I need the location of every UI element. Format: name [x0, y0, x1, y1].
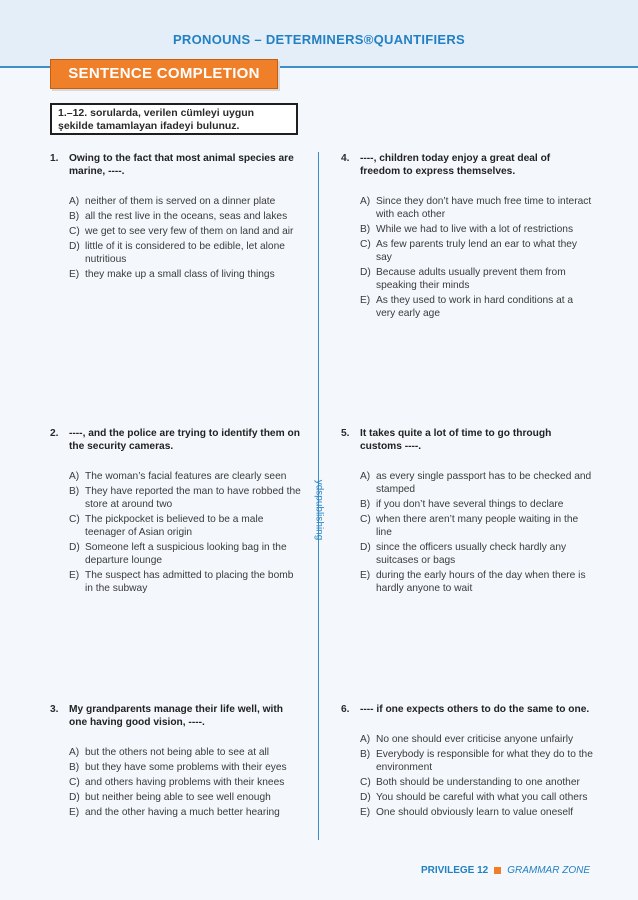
square-icon — [494, 867, 501, 874]
question-stem: ----, and the police are trying to identify them on the security cameras. — [69, 428, 300, 452]
option-c[interactable]: C) The pickpocket is believed to be a male teenager of Asian origin — [69, 514, 264, 538]
option-e[interactable]: E) As they used to work in hard conditions at a very early age — [360, 295, 574, 319]
question-5 — [341, 427, 593, 597]
section-title: SENTENCE COMPLETION — [50, 59, 278, 89]
question-3 — [50, 703, 302, 821]
option-b[interactable]: B) all the rest live in the oceans, seas and lakes — [69, 211, 288, 222]
option-d[interactable]: D) since the officers usually check hardly any suitcases or bags — [360, 542, 567, 566]
instruction-box: 1.–12. sorularda, verilen cümleyi uygun şekilde tamamlayan ifadeyi bulunuz. — [50, 103, 298, 135]
option-a[interactable]: A) Since they don’t have much free time to interact with each other — [360, 196, 592, 220]
option-e[interactable]: E) and the other having a much better hearing — [69, 807, 280, 818]
question-1 — [50, 152, 302, 283]
option-e[interactable]: E) during the early hours of the day when there is hardly anyone to wait — [360, 570, 586, 594]
option-b[interactable]: B) if you don’t have several things to declare — [360, 499, 564, 510]
option-a[interactable]: A) The woman’s facial features are clearly seen — [69, 471, 287, 482]
question-number: 4. — [341, 153, 350, 164]
question-number: 3. — [50, 704, 59, 715]
option-d[interactable]: D) little of it is considered to be edible, let alone nutritious — [69, 241, 285, 265]
option-a[interactable]: A) No one should ever criticise anyone unfairly — [360, 734, 574, 745]
option-c[interactable]: C) when there aren’t many people waiting in the line — [360, 514, 579, 538]
option-e[interactable]: E) One should obviously learn to value oneself — [360, 807, 574, 818]
option-b[interactable]: B) but they have some problems with their eyes — [69, 762, 287, 773]
options-list — [360, 733, 593, 819]
option-c[interactable]: C) we get to see very few of them on land and air — [69, 226, 294, 237]
header-band — [0, 0, 638, 68]
question-stem: It takes quite a lot of time to go through customs ----. — [360, 428, 552, 452]
option-d[interactable]: D) You should be careful with what you call others — [360, 792, 588, 803]
option-b[interactable]: B) They have reported the man to have robbed the store at around two — [69, 486, 301, 510]
option-a[interactable]: A) but the others not being able to see at all — [69, 747, 270, 758]
question-stem: My grandparents manage their life well, with one having good vision, ----. — [69, 704, 283, 728]
options-list — [360, 470, 593, 595]
question-2 — [50, 427, 302, 597]
question-6 — [341, 703, 593, 821]
option-e[interactable]: E) The suspect has admitted to placing the bomb in the subway — [69, 570, 294, 594]
options-list — [360, 195, 593, 320]
option-d[interactable]: D) Because adults usually prevent them from speaking their minds — [360, 267, 566, 291]
question-stem: ----, children today enjoy a great deal of freedom to express themselves. — [360, 153, 551, 177]
question-4 — [341, 152, 593, 322]
question-number: 6. — [341, 704, 350, 715]
option-b[interactable]: B) While we had to live with a lot of restrictions — [360, 224, 574, 235]
option-e[interactable]: E) they make up a small class of living things — [69, 269, 275, 280]
footer-tag: GRAMMAR ZONE — [507, 865, 590, 876]
option-c[interactable]: C) Both should be understanding to one another — [360, 777, 580, 788]
option-b[interactable]: B) Everybody is responsible for what they do to the environment — [360, 749, 593, 773]
option-c[interactable]: C) As few parents truly lend an ear to what they say — [360, 239, 578, 263]
options-list — [69, 470, 302, 595]
option-c[interactable]: C) and others having problems with their knees — [69, 777, 285, 788]
question-stem: ---- if one expects others to do the same to one. — [360, 704, 590, 715]
option-d[interactable]: D) but neither being able to see well enough — [69, 792, 271, 803]
question-number: 5. — [341, 428, 350, 439]
option-a[interactable]: A) as every single passport has to be checked and stamped — [360, 471, 592, 495]
footer-brand: PRIVILEGE 12 — [420, 865, 489, 876]
question-number: 2. — [50, 428, 59, 439]
footer — [421, 865, 590, 876]
vertical-brand — [308, 465, 330, 555]
option-a[interactable]: A) neither of them is served on a dinner plate — [69, 196, 276, 207]
options-list — [69, 195, 302, 281]
vertical-brand-text: ydspublishing — [313, 479, 325, 541]
options-list — [69, 746, 302, 819]
question-stem: Owing to the fact that most animal species are marine, ----. — [69, 153, 294, 177]
option-d[interactable]: D) Someone left a suspicious looking bag in the departure lounge — [69, 542, 287, 566]
page-title: PRONOUNS – DETERMINERS®QUANTIFIERS — [172, 32, 466, 47]
question-number: 1. — [50, 153, 59, 164]
